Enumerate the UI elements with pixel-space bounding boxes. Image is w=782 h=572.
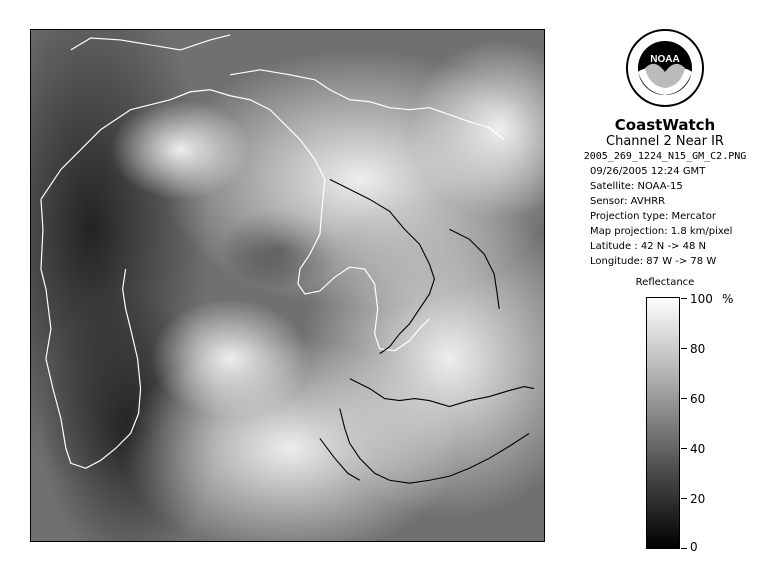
scale-unit: % <box>722 292 734 306</box>
scale-tick <box>681 548 687 549</box>
satellite-image <box>30 29 545 542</box>
scale-title: Reflectance <box>635 277 695 288</box>
longitude: Longitude: 87 W -> 78 W <box>590 256 717 267</box>
scale-tick <box>681 348 687 349</box>
projection-type: Projection type: Mercator <box>590 211 716 222</box>
scale-tick <box>681 448 687 449</box>
scale-tick <box>681 298 687 299</box>
latitude: Latitude : 42 N -> 48 N <box>590 241 706 252</box>
scale-tick <box>681 398 687 399</box>
scale-label: 0 <box>690 540 698 554</box>
satellite: Satellite: NOAA-15 <box>590 181 683 192</box>
scale-label: 60 <box>690 392 706 406</box>
scale-label: 80 <box>690 342 706 356</box>
scale-label: 100 <box>690 292 713 306</box>
noaa-logo-icon <box>625 28 705 108</box>
channel-label: Channel 2 Near IR <box>606 134 724 149</box>
scale-label: 40 <box>690 442 706 456</box>
scale-tick <box>681 498 687 499</box>
map-projection: Map projection: 1.8 km/pixel <box>590 226 733 237</box>
logo-text: NOAA <box>650 54 680 65</box>
sensor: Sensor: AVHRR <box>590 196 666 207</box>
reflectance-colorbar <box>646 297 680 549</box>
filename: 2005_269_1224_N15_GM_C2.PNG <box>583 151 747 162</box>
satellite-map-svg <box>31 30 544 541</box>
scale-label: 20 <box>690 492 706 506</box>
brand-title: CoastWatch <box>614 116 716 134</box>
datetime: 09/26/2005 12:24 GMT <box>590 166 706 177</box>
info-panel <box>560 28 770 288</box>
